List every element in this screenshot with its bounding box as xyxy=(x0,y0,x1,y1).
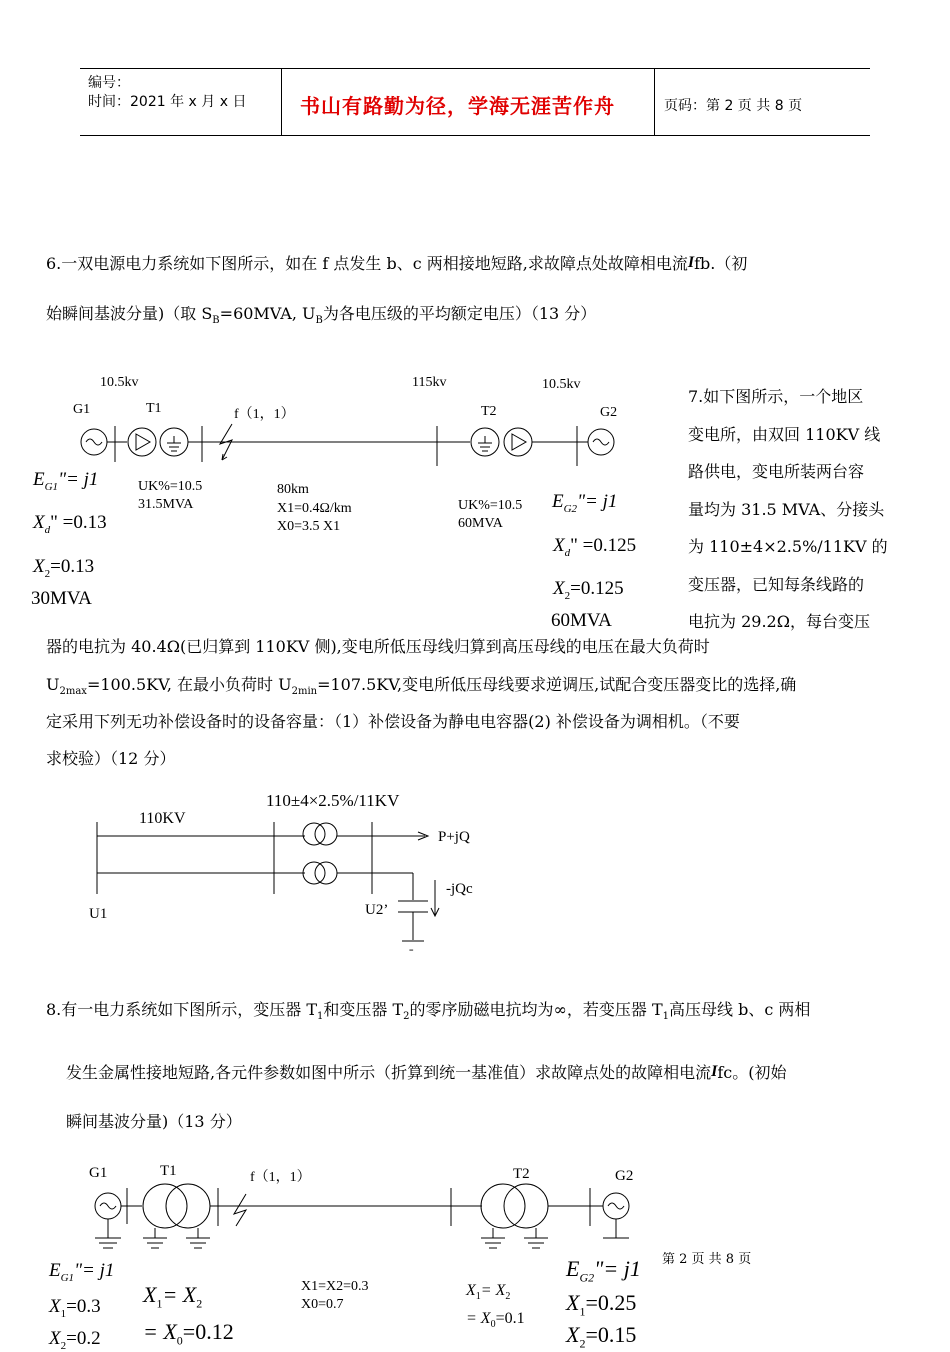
t2-label: T2 xyxy=(481,404,497,419)
value: =0.13 xyxy=(50,556,95,577)
value: =0.2 xyxy=(66,1328,101,1349)
g2-x2 xyxy=(566,1322,636,1351)
subscript: 2min xyxy=(291,686,318,698)
subscript: 1 xyxy=(60,1307,67,1320)
subscript: 1 xyxy=(579,1304,586,1319)
g1-emf xyxy=(49,1260,114,1284)
symbol: X xyxy=(33,512,45,533)
question-7-line-c: 定采用下列无功补偿设备时的设备容量：（1）补偿设备为静电电容器(2) 补偿设备为调相机。（不要 xyxy=(46,712,740,731)
t2-reactance-eq1 xyxy=(466,1282,510,1302)
symbol: E xyxy=(49,1260,61,1281)
g2-x1 xyxy=(566,1290,636,1319)
value: = X xyxy=(480,1282,506,1299)
g2-emf xyxy=(566,1256,641,1285)
question-text: 电抗为 29.2Ω，每台变压 xyxy=(688,612,870,631)
question-text: 6.一双电源电力系统如下图所示，如在 f 点发生 b、c 两相接地短路,求故障点处故障相电流 xyxy=(46,254,688,273)
question-text: 变电所，由双回 110KV 线 xyxy=(688,424,881,444)
question-7-line-d: 求校验）（12 分） xyxy=(46,749,176,768)
motto: 书山有路勤为径，学海无涯苦作舟 xyxy=(300,94,615,118)
g1-label: G1 xyxy=(89,1165,108,1181)
question-text: 始瞬间基波分量)（取 S xyxy=(46,304,213,323)
value: =0.12 xyxy=(182,1319,234,1344)
question-7-line-a: 器的电抗为 40.4Ω(已归算到 110KV 侧),变电所低压母线归算到高压母线的电压在最大负荷时 xyxy=(46,637,710,656)
line-x0: X0=3.5 X1 xyxy=(277,519,341,534)
subscript: 2 xyxy=(403,1011,410,1023)
line-length: 80km xyxy=(277,482,309,497)
date-label: 时间：2021 年 x 月 x 日 xyxy=(88,94,247,110)
voltage-label: 10.5kv xyxy=(542,377,581,392)
value: " =0.13 xyxy=(50,512,107,533)
g1-x1 xyxy=(49,1296,101,1320)
question-text: =100.5KV, 在最小负荷时 U xyxy=(86,675,292,694)
voltage-label: 115kv xyxy=(412,375,447,390)
transformer-t2-symbol xyxy=(481,1184,525,1228)
subscript: d xyxy=(44,523,51,536)
symbol: X xyxy=(553,535,565,556)
transformer-t1-symbol xyxy=(143,1184,187,1228)
t1-label: T1 xyxy=(146,401,162,416)
compensation-label: -jQc xyxy=(446,881,473,897)
symbol: X xyxy=(466,1282,476,1299)
subscript: 0 xyxy=(176,1333,183,1348)
sine-icon xyxy=(100,1203,116,1209)
subscript: G2 xyxy=(579,1270,595,1285)
ground-mark: = xyxy=(409,946,414,955)
subscript: 2max xyxy=(59,686,87,698)
t1-rating: 31.5MVA xyxy=(138,497,194,512)
subscript: 1 xyxy=(475,1291,481,1303)
value: =0.125 xyxy=(570,578,624,599)
line-x0: X0=0.7 xyxy=(301,1297,344,1312)
g1-rating: 30MVA xyxy=(31,588,92,609)
t1-reactance-eq1 xyxy=(143,1282,202,1311)
question-text: 发生金属性接地短路,各元件参数如图中所示（折算到统一基准值）求故障点处的故障相电流 xyxy=(66,1063,712,1082)
question-text: 为 110±4×2.5%/11KV 的 xyxy=(688,537,888,556)
sine-icon xyxy=(608,1203,624,1209)
value: =0.25 xyxy=(585,1290,637,1315)
subscript: B xyxy=(315,315,323,327)
symbol: X xyxy=(49,1296,61,1317)
symbol: X xyxy=(143,1282,157,1307)
subscript: G1 xyxy=(44,480,59,493)
question-text: 7.如下图所示，一个地区 xyxy=(688,387,864,406)
fault-label: f（1，1） xyxy=(234,407,295,422)
subscript: 2 xyxy=(579,1336,586,1351)
question-text: fc。(初始 xyxy=(717,1063,787,1082)
question-text: =60MVA, U xyxy=(219,304,316,323)
g2-label: G2 xyxy=(615,1168,634,1184)
subscript: 2 xyxy=(505,1291,511,1303)
serial-label: 编号： xyxy=(88,75,130,91)
subscript: 2 xyxy=(564,589,571,602)
symbol: X xyxy=(33,556,45,577)
subscript: d xyxy=(564,546,571,559)
subscript: G1 xyxy=(60,1271,75,1284)
subscript: B xyxy=(212,315,220,327)
question-text: 和变压器 T xyxy=(323,1000,404,1019)
symbol: X xyxy=(566,1322,580,1347)
fault-arrow-icon xyxy=(234,1194,246,1226)
subscript: 0 xyxy=(490,1319,496,1331)
value: =0.15 xyxy=(585,1322,637,1347)
bus-voltage: 110KV xyxy=(139,810,186,827)
subscript: 2 xyxy=(60,1339,67,1352)
footer-page-number: 第 2 页 共 8 页 xyxy=(662,1252,752,1267)
symbol: X xyxy=(566,1290,580,1315)
subscript: 1 xyxy=(156,1296,163,1311)
value: =0.1 xyxy=(495,1310,525,1327)
symbol: X xyxy=(553,578,565,599)
value: = X xyxy=(162,1282,197,1307)
page-label: 页码：第 2 页 共 8 页 xyxy=(664,98,803,114)
subscript: G2 xyxy=(563,502,578,515)
value: =0.3 xyxy=(66,1296,101,1317)
symbol: E xyxy=(33,469,45,490)
voltage-label: 10.5kv xyxy=(100,375,139,390)
t2-label: T2 xyxy=(513,1166,530,1182)
symbol: E xyxy=(552,491,564,512)
u2-label: U2’ xyxy=(365,902,389,918)
question-text: fb.（初 xyxy=(694,254,748,273)
symbol: E xyxy=(566,1256,580,1281)
question-text: 量均为 31.5 MVA、分接头 xyxy=(688,499,885,519)
question-text: 高压母线 b、c 两相 xyxy=(669,1000,811,1019)
transformer-ratio: 110±4×2.5%/11KV xyxy=(266,791,400,810)
value: "= j1 xyxy=(74,1260,115,1281)
value: " =0.125 xyxy=(570,535,637,556)
fault-label: f（1，1） xyxy=(250,1170,311,1185)
question-text: 的零序励磁电抗均为∞，若变压器 T xyxy=(409,1000,663,1019)
t1-label: T1 xyxy=(160,1163,177,1179)
g1-label: G1 xyxy=(73,402,91,417)
value: "= j1 xyxy=(594,1256,641,1281)
u1-label: U1 xyxy=(89,906,108,922)
subscript: 2 xyxy=(196,1296,203,1311)
current-symbol: I xyxy=(711,1063,718,1080)
symbol: = X xyxy=(466,1310,491,1327)
question-text: 8.有一电力系统如下图所示，变压器 T xyxy=(46,1000,318,1019)
subscript: 1 xyxy=(317,1011,324,1023)
t2-reactance-eq2 xyxy=(466,1310,525,1330)
value: "= j1 xyxy=(577,491,618,512)
current-symbol: I xyxy=(687,254,695,271)
g2-rating: 60MVA xyxy=(551,610,612,631)
subscript: 2 xyxy=(44,567,51,580)
symbol: = X xyxy=(143,1319,177,1344)
g2-label: G2 xyxy=(600,405,618,420)
line-x1: X1=0.4Ω/km xyxy=(277,501,352,516)
question-8-line3: 瞬间基波分量)（13 分） xyxy=(66,1112,242,1131)
question-text: =107.5KV,变电所低压母线要求逆调压,试配合变压器变比的选择,确 xyxy=(317,675,797,694)
line-x12: X1=X2=0.3 xyxy=(301,1279,369,1294)
load-label: P+jQ xyxy=(438,829,470,845)
symbol: X xyxy=(49,1328,61,1349)
g1-x2 xyxy=(49,1328,101,1352)
question-text: U xyxy=(46,675,60,694)
subscript: 1 xyxy=(662,1011,670,1023)
question-text: 路供电，变电所装两台容 xyxy=(688,462,865,481)
value: "= j1 xyxy=(58,469,99,490)
t2-uk: UK%=10.5 xyxy=(458,498,523,513)
t1-uk: UK%=10.5 xyxy=(138,479,203,494)
t2-rating: 60MVA xyxy=(458,516,503,531)
question-text: 变压器，已知每条线路的 xyxy=(688,574,865,594)
question-text: 为各电压级的平均额定电压）（13 分） xyxy=(322,304,597,323)
